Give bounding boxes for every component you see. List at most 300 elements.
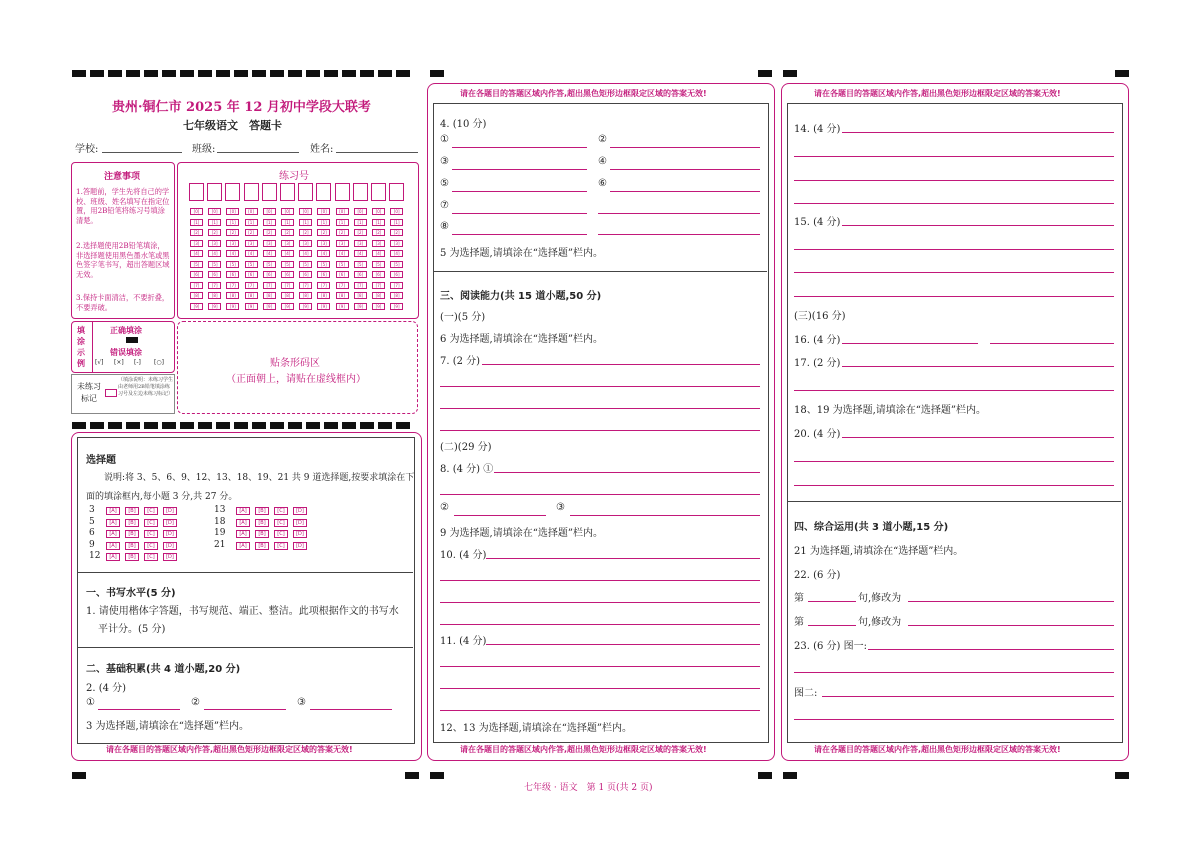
practice-number-bubble[interactable]: [7]	[281, 282, 294, 289]
q4-label: 4. (10 分)	[440, 119, 487, 130]
q8-circle-2: ②	[440, 502, 449, 513]
q4-line-7[interactable]	[452, 213, 587, 214]
practice-number-bubble[interactable]: [0]	[281, 208, 294, 215]
choice-option-bubble[interactable]: [B]	[125, 553, 139, 561]
practice-number-bubble[interactable]: [8]	[354, 292, 367, 299]
practice-number-bubble[interactable]: [1]	[372, 219, 385, 226]
choice-option-bubble[interactable]: [D]	[163, 542, 177, 550]
unpracticed-note: （填涂说明：未练习学生由老师用2B铅笔填涂练习号及左边未练习标记）	[118, 377, 174, 397]
q21-note: 21 为选择题,请填涂在“选择题”栏内。	[794, 546, 964, 557]
q2-circle-2: ②	[191, 697, 200, 708]
practice-number-bubble[interactable]: [7]	[336, 282, 349, 289]
q11-line-4[interactable]	[440, 710, 760, 711]
unpracticed-label: 未练习标记	[77, 382, 101, 403]
choice-option-bubble[interactable]: [A]	[106, 553, 120, 561]
q4-circle-1: ①	[440, 134, 449, 145]
wrong-mark-3: [-]	[134, 359, 141, 366]
q7-line-2[interactable]	[440, 386, 760, 387]
practice-number-bubble[interactable]: [8]	[190, 292, 203, 299]
practice-number-bubble[interactable]: [8]	[390, 292, 403, 299]
q11-label: 11. (4 分)	[440, 636, 487, 647]
practice-number-bubble[interactable]: [6]	[245, 271, 258, 278]
practice-number-bubble[interactable]: [7]	[317, 282, 330, 289]
practice-number-bubble[interactable]: [3]	[299, 240, 312, 247]
practice-number-bubble[interactable]: [8]	[263, 292, 276, 299]
choice-option-bubble[interactable]: [A]	[236, 530, 250, 538]
practice-number-write-box[interactable]	[389, 183, 404, 201]
practice-number-bubble[interactable]: [1]	[208, 219, 221, 226]
practice-number-bubble[interactable]: [4]	[299, 250, 312, 257]
practice-number-bubble[interactable]: [3]	[390, 240, 403, 247]
practice-number-bubble[interactable]: [1]	[299, 219, 312, 226]
practice-number-bubble[interactable]: [3]	[245, 240, 258, 247]
fill-example-box	[71, 321, 175, 373]
practice-number-write-box[interactable]	[353, 183, 368, 201]
notice-item-3: 3.保持卡面清洁，不要折叠，不要弄破。	[76, 293, 170, 312]
choice-question-number: 12	[89, 551, 101, 561]
practice-number-bubble[interactable]: [2]	[390, 229, 403, 236]
practice-number-bubble[interactable]: [0]	[390, 208, 403, 215]
practice-number-bubble[interactable]: [2]	[281, 229, 294, 236]
choice-option-bubble[interactable]: [B]	[255, 519, 269, 527]
practice-number-bubble[interactable]: [0]	[336, 208, 349, 215]
q4-line-1[interactable]	[452, 147, 587, 148]
fig2-line-2[interactable]	[794, 719, 1114, 720]
practice-number-write-box[interactable]	[335, 183, 350, 201]
fill-example-label: 填涂示例	[77, 326, 85, 368]
practice-number-bubble[interactable]: [0]	[208, 208, 221, 215]
practice-number-bubble[interactable]: [7]	[208, 282, 221, 289]
practice-number-bubble[interactable]: [5]	[226, 261, 239, 268]
q2-answer-line-1[interactable]	[98, 709, 180, 710]
q23-label: 23. (6 分) 图一:	[794, 641, 867, 652]
practice-number-bubble[interactable]: [8]	[281, 292, 294, 299]
q8-circle-3: ③	[556, 502, 565, 513]
q22b-sentence-line[interactable]	[808, 625, 856, 626]
practice-number-write-box[interactable]	[225, 183, 240, 201]
practice-number-bubble[interactable]: [1]	[190, 219, 203, 226]
q11-line-1[interactable]	[486, 644, 760, 645]
q11-line-3[interactable]	[440, 688, 760, 689]
practice-number-bubble[interactable]: [1]	[281, 219, 294, 226]
q17-line-2[interactable]	[794, 390, 1114, 391]
practice-number-bubble[interactable]: [6]	[208, 271, 221, 278]
name-label: 姓名:	[310, 144, 334, 155]
unpracticed-checkbox[interactable]	[105, 389, 117, 397]
practice-number-bubble[interactable]: [3]	[317, 240, 330, 247]
practice-number-bubble[interactable]: [7]	[390, 282, 403, 289]
choice-option-bubble[interactable]: [D]	[293, 530, 307, 538]
choice-option-bubble[interactable]: [C]	[274, 530, 288, 538]
practice-number-bubble[interactable]: [6]	[263, 271, 276, 278]
practice-number-bubble[interactable]: [6]	[390, 271, 403, 278]
q20-line-2[interactable]	[794, 461, 1114, 462]
practice-number-bubble[interactable]: [3]	[190, 240, 203, 247]
practice-number-bubble[interactable]: [4]	[245, 250, 258, 257]
practice-number-bubble[interactable]: [4]	[281, 250, 294, 257]
practice-number-bubble[interactable]: [4]	[263, 250, 276, 257]
class-field[interactable]	[217, 152, 299, 153]
q2-answer-line-3[interactable]	[310, 709, 392, 710]
q4-line-3[interactable]	[452, 169, 587, 170]
q2-circle-3: ③	[297, 697, 306, 708]
practice-number-bubble[interactable]: [1]	[226, 219, 239, 226]
choice-option-bubble[interactable]: [D]	[293, 519, 307, 527]
practice-number-bubble[interactable]: [6]	[299, 271, 312, 278]
practice-number-bubble[interactable]: [2]	[226, 229, 239, 236]
q23-line-1[interactable]	[868, 649, 1114, 650]
practice-number-bubble[interactable]: [5]	[317, 261, 330, 268]
choice-option-bubble[interactable]: [B]	[125, 507, 139, 515]
choice-option-bubble[interactable]: [C]	[144, 507, 158, 515]
practice-number-bubble[interactable]: [7]	[299, 282, 312, 289]
practice-number-bubble[interactable]: [4]	[190, 250, 203, 257]
practice-number-bubble[interactable]: [7]	[372, 282, 385, 289]
practice-number-bubble[interactable]: [9]	[299, 303, 312, 310]
q4-circle-6: ⑥	[598, 178, 607, 189]
practice-number-bubble[interactable]: [3]	[208, 240, 221, 247]
practice-number-write-box[interactable]	[371, 183, 386, 201]
q15-line-3[interactable]	[794, 272, 1114, 273]
practice-number-bubble[interactable]: [9]	[317, 303, 330, 310]
sec1-line1: 1. 请使用楷体字答题，书写规范、端正、整洁。此项根据作文的书写水	[86, 606, 399, 617]
choice-option-bubble[interactable]: [D]	[293, 542, 307, 550]
fig2-label: 图二:	[794, 688, 818, 699]
q22b-revision-line[interactable]	[908, 625, 1114, 626]
column3-warning-bottom: 请在各题目的答题区域内作答,超出黑色矩形边框限定区域的答案无效!	[814, 745, 1061, 754]
practice-number-bubble[interactable]: [9]	[390, 303, 403, 310]
practice-number-bubble[interactable]: [7]	[226, 282, 239, 289]
practice-number-bubble[interactable]: [0]	[372, 208, 385, 215]
practice-number-bubble[interactable]: [9]	[354, 303, 367, 310]
choice-option-bubble[interactable]: [D]	[163, 519, 177, 527]
choice-desc-2: 面的填涂框内,每小题 3 分,共 27 分。	[86, 492, 238, 502]
choice-option-bubble[interactable]: [C]	[274, 542, 288, 550]
practice-number-bubble[interactable]: [6]	[281, 271, 294, 278]
choice-option-bubble[interactable]: [A]	[106, 519, 120, 527]
choice-question-number: 5	[89, 516, 95, 527]
sec1-title: 一、书写水平(5 分)	[86, 588, 176, 599]
q8-line-3[interactable]	[454, 515, 546, 516]
practice-number-bubble[interactable]: [2]	[354, 229, 367, 236]
practice-number-bubble[interactable]: [4]	[336, 250, 349, 257]
sec1-line2: 平计分。(5 分)	[98, 624, 166, 635]
practice-number-bubble[interactable]: [2]	[317, 229, 330, 236]
q8-line-2[interactable]	[440, 494, 760, 495]
exam-title: 贵州·铜仁市 2025 年 12 月初中学段大联考	[112, 100, 371, 115]
practice-number-bubble[interactable]: [7]	[263, 282, 276, 289]
choice-option-bubble[interactable]: [A]	[106, 542, 120, 550]
q15-line-4[interactable]	[794, 296, 1114, 297]
name-field[interactable]	[336, 152, 418, 153]
q4-line-7b[interactable]	[598, 213, 760, 214]
practice-number-write-box[interactable]	[298, 183, 313, 201]
page-footer: 七年级 · 语文 第 1 页(共 2 页)	[524, 783, 653, 793]
barcode-title: 贴条形码区	[270, 358, 320, 369]
practice-number-bubble[interactable]: [4]	[354, 250, 367, 257]
choice-option-bubble[interactable]: [B]	[255, 507, 269, 515]
q10-line-2[interactable]	[440, 580, 760, 581]
practice-number-bubble[interactable]: [1]	[263, 219, 276, 226]
choice-option-bubble[interactable]: [A]	[236, 507, 250, 515]
q8-label: 8. (4 分) ①	[440, 464, 494, 475]
choice-question-number: 13	[214, 505, 226, 515]
practice-number-bubble[interactable]: [4]	[226, 250, 239, 257]
q10-line-4[interactable]	[440, 624, 760, 625]
practice-number-bubble[interactable]: [3]	[354, 240, 367, 247]
column2-answer-box	[433, 103, 769, 743]
practice-number-box	[177, 162, 419, 319]
practice-number-write-box[interactable]	[280, 183, 295, 201]
practice-number-bubble[interactable]: [6]	[190, 271, 203, 278]
q10-line-1[interactable]	[486, 558, 760, 559]
q7-label: 7. (2 分)	[440, 356, 481, 367]
notice-item-2: 2.选择题使用2B铅笔填涂，非选择题使用黑色墨水笔或黑色签字笔书写，超出答题区域无效。	[76, 241, 170, 279]
card-subtitle: 七年级语文 答题卡	[183, 119, 282, 132]
q7-line-1[interactable]	[482, 364, 760, 365]
q2-answer-line-2[interactable]	[204, 709, 286, 710]
practice-number-bubble[interactable]: [0]	[317, 208, 330, 215]
practice-number-title: 练习号	[279, 171, 309, 182]
practice-number-bubble[interactable]: [8]	[226, 292, 239, 299]
practice-number-bubble[interactable]: [9]	[263, 303, 276, 310]
choice-option-bubble[interactable]: [B]	[255, 530, 269, 538]
q11-line-2[interactable]	[440, 666, 760, 667]
practice-number-bubble[interactable]: [5]	[354, 261, 367, 268]
practice-number-bubble[interactable]: [5]	[190, 261, 203, 268]
practice-number-bubble[interactable]: [9]	[336, 303, 349, 310]
practice-number-bubble[interactable]: [7]	[354, 282, 367, 289]
choice-option-bubble[interactable]: [B]	[125, 530, 139, 538]
correct-fill-label: 正确填涂	[110, 326, 142, 335]
choice-question-number: 18	[214, 516, 226, 527]
q4-line-8[interactable]	[452, 234, 587, 235]
practice-number-bubble[interactable]: [9]	[208, 303, 221, 310]
choice-desc-1: 说明:将 3、5、6、9、12、13、18、19、21 共 9 道选择题,按要求填涂在下	[104, 473, 415, 483]
wrong-fill-label: 错误填涂	[110, 348, 142, 357]
practice-number-bubble[interactable]: [6]	[317, 271, 330, 278]
choice-option-bubble[interactable]: [C]	[144, 519, 158, 527]
practice-number-bubble[interactable]: [0]	[190, 208, 203, 215]
q6-note: 6 为选择题,请填涂在“选择题”栏内。	[440, 334, 603, 345]
q22a-pre: 第	[794, 593, 804, 604]
q18-note: 18、19 为选择题,请填涂在“选择题”栏内。	[794, 405, 987, 416]
practice-number-write-box[interactable]	[244, 183, 259, 201]
practice-number-bubble[interactable]: [6]	[226, 271, 239, 278]
practice-number-bubble[interactable]: [3]	[281, 240, 294, 247]
practice-number-bubble[interactable]: [2]	[299, 229, 312, 236]
practice-number-bubble[interactable]: [9]	[281, 303, 294, 310]
choice-option-bubble[interactable]: [C]	[274, 519, 288, 527]
practice-number-bubble[interactable]: [4]	[390, 250, 403, 257]
choice-question-number: 6	[89, 528, 95, 538]
correct-fill-mark	[126, 337, 138, 343]
q4-circle-2: ②	[598, 134, 607, 145]
practice-number-bubble[interactable]: [6]	[336, 271, 349, 278]
practice-number-bubble[interactable]: [4]	[317, 250, 330, 257]
choice-option-bubble[interactable]: [D]	[163, 507, 177, 515]
practice-number-bubble[interactable]: [1]	[245, 219, 258, 226]
practice-number-bubble[interactable]: [1]	[354, 219, 367, 226]
q4-line-2[interactable]	[610, 147, 760, 148]
practice-number-bubble[interactable]: [9]	[372, 303, 385, 310]
q22a-revision-line[interactable]	[908, 601, 1114, 602]
practice-number-bubble[interactable]: [0]	[299, 208, 312, 215]
notice-box	[71, 162, 175, 319]
practice-number-bubble[interactable]: [3]	[226, 240, 239, 247]
practice-number-bubble[interactable]: [9]	[245, 303, 258, 310]
q10-line-3[interactable]	[440, 602, 760, 603]
choice-option-bubble[interactable]: [D]	[163, 530, 177, 538]
q14-line-3[interactable]	[794, 180, 1114, 181]
practice-number-bubble[interactable]: [8]	[208, 292, 221, 299]
practice-number-bubble[interactable]: [8]	[336, 292, 349, 299]
q22-label: 22. (6 分)	[794, 570, 841, 581]
q20-line-3[interactable]	[794, 485, 1114, 486]
q15-line-2[interactable]	[794, 249, 1114, 250]
notice-title: 注意事项	[104, 172, 141, 182]
q2-circle-1: ①	[86, 697, 95, 708]
part2-label: (二)(29 分)	[440, 442, 492, 453]
practice-number-bubble[interactable]: [0]	[245, 208, 258, 215]
barcode-area	[177, 321, 418, 414]
unpracticed-box	[71, 374, 175, 414]
practice-number-bubble[interactable]: [2]	[190, 229, 203, 236]
choice-question-number: 3	[89, 505, 95, 515]
practice-number-bubble[interactable]: [7]	[190, 282, 203, 289]
sec3-title: 三、阅读能力(共 15 道小题,50 分)	[440, 291, 602, 302]
choice-option-bubble[interactable]: [D]	[163, 553, 177, 561]
practice-number-bubble[interactable]: [5]	[372, 261, 385, 268]
q16-label: 16. (4 分)	[794, 335, 841, 346]
practice-number-write-box[interactable]	[189, 183, 204, 201]
q8-line-1[interactable]	[494, 472, 760, 473]
practice-number-bubble[interactable]: [1]	[317, 219, 330, 226]
choice-option-bubble[interactable]: [D]	[293, 507, 307, 515]
practice-number-bubble[interactable]: [6]	[354, 271, 367, 278]
practice-number-bubble[interactable]: [5]	[208, 261, 221, 268]
practice-number-bubble[interactable]: [5]	[390, 261, 403, 268]
q4-circle-4: ④	[598, 156, 607, 167]
q7-line-3[interactable]	[440, 408, 760, 409]
wrong-mark-1: [√]	[95, 359, 104, 366]
practice-number-bubble[interactable]: [5]	[299, 261, 312, 268]
choice-option-bubble[interactable]: [B]	[125, 519, 139, 527]
practice-number-bubble[interactable]: [8]	[299, 292, 312, 299]
practice-number-bubble[interactable]: [2]	[245, 229, 258, 236]
practice-number-bubble[interactable]: [2]	[372, 229, 385, 236]
sec2-title: 二、基础积累(共 4 道小题,20 分)	[86, 664, 241, 675]
choice-option-bubble[interactable]: [A]	[106, 507, 120, 515]
q14-label: 14. (4 分)	[794, 124, 841, 135]
q7-line-4[interactable]	[440, 430, 760, 431]
q12-note: 12、13 为选择题,请填涂在“选择题”栏内。	[440, 723, 633, 734]
practice-number-bubble[interactable]: [9]	[226, 303, 239, 310]
notice-item-1: 1.答题前，学生先将自己的学校、班级、姓名填写在指定位置，用2B铅笔将练习号填涂清楚。	[76, 187, 170, 225]
practice-number-bubble[interactable]: [0]	[263, 208, 276, 215]
choice-option-bubble[interactable]: [C]	[144, 553, 158, 561]
choice-option-bubble[interactable]: [C]	[274, 507, 288, 515]
practice-number-bubble[interactable]: [2]	[208, 229, 221, 236]
school-field[interactable]	[102, 152, 182, 153]
q4-circle-7: ⑦	[440, 200, 449, 211]
q22b-post: 句,修改为	[858, 617, 902, 628]
practice-number-bubble[interactable]: [2]	[336, 229, 349, 236]
q14-line-4[interactable]	[794, 203, 1114, 204]
practice-number-bubble[interactable]: [9]	[190, 303, 203, 310]
choice-option-bubble[interactable]: [B]	[125, 542, 139, 550]
fig2-line-1[interactable]	[822, 696, 1114, 697]
choice-option-bubble[interactable]: [C]	[144, 542, 158, 550]
q20-line-1[interactable]	[842, 437, 1114, 438]
q22a-post: 句,修改为	[858, 593, 902, 604]
choice-option-bubble[interactable]: [A]	[236, 519, 250, 527]
q4-line-8b[interactable]	[598, 234, 760, 235]
q5-note: 5 为选择题,请填涂在“选择题”栏内。	[440, 248, 603, 259]
q22a-sentence-line[interactable]	[808, 601, 856, 602]
q4-line-4[interactable]	[610, 169, 760, 170]
q9-note: 9 为选择题,请填涂在“选择题”栏内。	[440, 528, 603, 539]
practice-number-write-box[interactable]	[262, 183, 277, 201]
practice-number-bubble[interactable]: [5]	[336, 261, 349, 268]
practice-number-bubble[interactable]: [0]	[226, 208, 239, 215]
q2-label: 2. (4 分)	[86, 683, 127, 694]
practice-number-bubble[interactable]: [3]	[336, 240, 349, 247]
practice-number-bubble[interactable]: [6]	[372, 271, 385, 278]
practice-number-bubble[interactable]: [1]	[390, 219, 403, 226]
choice-option-bubble[interactable]: [A]	[106, 530, 120, 538]
practice-number-bubble[interactable]: [4]	[208, 250, 221, 257]
q17-line-1[interactable]	[842, 366, 1114, 367]
practice-number-write-box[interactable]	[207, 183, 222, 201]
column2-warning-top: 请在各题目的答题区域内作答,超出黑色矩形边框限定区域的答案无效!	[460, 89, 707, 98]
q14-line-1[interactable]	[842, 132, 1114, 133]
practice-number-bubble[interactable]: [3]	[263, 240, 276, 247]
practice-number-bubble[interactable]: [8]	[372, 292, 385, 299]
practice-number-bubble[interactable]: [5]	[281, 261, 294, 268]
q20-label: 20. (4 分)	[794, 429, 841, 440]
q16-line-1[interactable]	[842, 343, 978, 344]
q14-line-2[interactable]	[794, 156, 1114, 157]
practice-number-bubble[interactable]: [0]	[354, 208, 367, 215]
q15-line-1[interactable]	[842, 225, 1114, 226]
q22b-pre: 第	[794, 617, 804, 628]
practice-number-bubble[interactable]: [5]	[263, 261, 276, 268]
practice-number-bubble[interactable]: [8]	[245, 292, 258, 299]
sec4-title: 四、综合运用(共 3 道小题,15 分)	[794, 522, 949, 533]
practice-number-bubble[interactable]: [7]	[245, 282, 258, 289]
wrong-mark-2: [×]	[114, 359, 124, 366]
q16-line-2[interactable]	[990, 343, 1114, 344]
practice-number-bubble[interactable]: [4]	[372, 250, 385, 257]
practice-number-write-box[interactable]	[316, 183, 331, 201]
part1-label: (一)(5 分)	[440, 312, 486, 323]
choice-option-bubble[interactable]: [C]	[144, 530, 158, 538]
q23-line-2[interactable]	[794, 672, 1114, 673]
practice-number-bubble[interactable]: [2]	[263, 229, 276, 236]
practice-number-bubble[interactable]: [1]	[336, 219, 349, 226]
q8-line-4[interactable]	[570, 515, 760, 516]
q4-line-6[interactable]	[610, 191, 760, 192]
choice-option-bubble[interactable]: [B]	[255, 542, 269, 550]
practice-number-bubble[interactable]: [5]	[245, 261, 258, 268]
practice-number-bubble[interactable]: [8]	[317, 292, 330, 299]
choice-question-number: 21	[214, 539, 226, 550]
q4-line-5[interactable]	[452, 191, 587, 192]
choice-option-bubble[interactable]: [A]	[236, 542, 250, 550]
practice-number-bubble[interactable]: [3]	[372, 240, 385, 247]
school-label: 学校:	[75, 144, 99, 155]
